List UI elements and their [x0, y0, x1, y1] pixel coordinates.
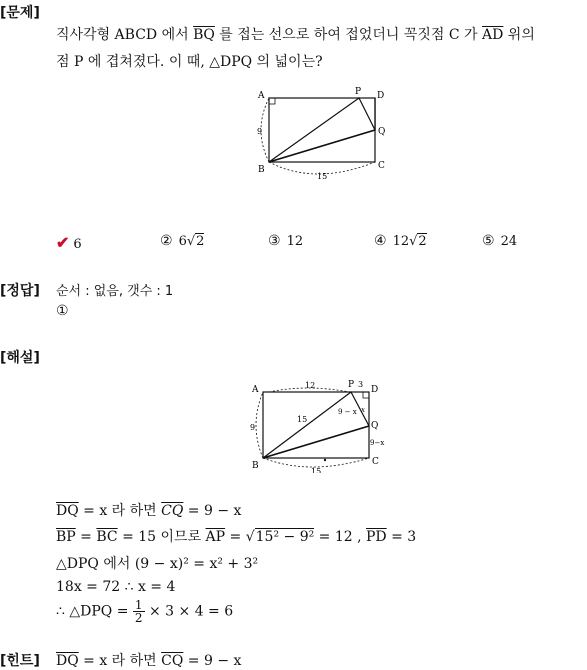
segment-ap: $\overline{AP}$ — [206, 529, 226, 545]
choice-root: 2 — [195, 233, 204, 249]
segment-bq: $\overline{BQ}$ — [193, 27, 215, 43]
choice-value: 24 — [501, 234, 518, 249]
problem-figure — [255, 86, 395, 181]
segment-dq: $\overline{DQ}$ — [56, 653, 79, 669]
label-d: D — [371, 385, 378, 395]
label-fifteen: 15 — [317, 172, 327, 181]
explanation-text: = 15 이므로 — [118, 529, 206, 545]
choice-2[interactable]: ② 6√2 — [160, 233, 204, 249]
hint-text: = x 라 하면 — [79, 653, 161, 669]
explanation-text: = 12 , — [314, 529, 366, 545]
label-twelve: 12 — [305, 381, 315, 390]
label-a: A — [251, 385, 259, 395]
label-p: P — [355, 87, 361, 97]
label-b: B — [258, 165, 265, 175]
explanation-header: [해설] — [0, 347, 40, 367]
choice-number: ② — [160, 233, 173, 249]
hint-header: [힌트] — [0, 650, 40, 670]
hint-line — [56, 650, 241, 670]
explanation-text: = √ — [225, 529, 255, 545]
explanation-line-1 — [56, 500, 241, 520]
explanation-text: ∴ △DPQ = — [56, 604, 133, 620]
label-nine-minus-x: 9 − x — [338, 408, 357, 416]
choice-root: 2 — [417, 233, 426, 249]
problem-text: 를 접는 선으로 하여 접었더니 꼭짓점 C 가 — [215, 27, 482, 43]
explanation-text: = 3 — [387, 529, 417, 545]
label-a: A — [257, 91, 265, 101]
segment-bc: $\overline{BC}$ — [96, 529, 117, 545]
choice-number: ④ — [374, 233, 387, 249]
answer-header: [정답] — [0, 280, 40, 300]
sqrt-radicand: 15² − 9² — [255, 528, 315, 545]
choice-4[interactable]: ④ 12√2 — [374, 233, 427, 249]
explanation-text: = x 라 하면 — [79, 503, 161, 519]
label-c: C — [378, 161, 385, 171]
fraction-numerator: 1 — [133, 599, 145, 612]
rectangle-abcd — [269, 98, 375, 162]
choice-value: 6 — [73, 237, 81, 252]
answer-line-2: ① — [56, 303, 69, 319]
choice-value: 12 — [393, 234, 410, 249]
label-fifteen: 15 — [297, 415, 307, 424]
label-nine: 9 — [257, 127, 262, 136]
choice-value: 6 — [179, 234, 187, 249]
label-p: P — [348, 380, 354, 390]
problem-line-2: 점 P 에 겹쳐졌다. 이 때, △DPQ 의 넓이는? — [56, 51, 323, 71]
choice-number: ③ — [268, 233, 281, 249]
segment-cq: $\overline{CQ}$ — [161, 653, 183, 669]
explanation-line-3: △DPQ 에서 (9 − x)² = x² + 3² — [56, 553, 258, 573]
fraction-denominator: 2 — [133, 612, 145, 624]
explanation-line-4: 18x = 72 ∴ x = 4 — [56, 579, 175, 595]
problem-text: 위의 — [503, 27, 535, 43]
explanation-line-5 — [56, 599, 233, 624]
problem-header: [문제] — [0, 2, 40, 22]
segment-ad: $\overline{AD}$ — [482, 27, 503, 43]
label-d: D — [377, 91, 384, 101]
problem-line-1 — [56, 24, 535, 44]
label-c: C — [372, 457, 379, 467]
hint-text: = 9 − x — [183, 653, 241, 669]
label-three: 3 — [358, 380, 363, 389]
fraction-one-half — [133, 599, 145, 624]
explanation-text: = — [76, 529, 97, 545]
problem-text: 직사각형 ABCD 에서 — [56, 27, 193, 43]
choice-3[interactable] — [268, 233, 303, 249]
label-q: Q — [371, 421, 378, 431]
choice-5[interactable] — [482, 233, 517, 249]
segment-bp: $\overline{BP}$ — [56, 529, 76, 545]
explanation-line-2 — [56, 526, 416, 546]
answer-line-1: 순서 : 없음, 갯수 : 1 — [56, 280, 173, 299]
label-nine: 9 — [250, 423, 255, 432]
check-icon: ✔ — [56, 233, 69, 252]
segment-dq: $\overline{DQ}$ — [56, 503, 79, 519]
label-nine-minus-x: 9−x — [370, 439, 384, 447]
choice-number: ⑤ — [482, 233, 495, 249]
explanation-text: × 3 × 4 = 6 — [145, 604, 234, 620]
label-b: B — [252, 461, 259, 471]
folded-triangle-bpq — [269, 98, 375, 162]
label-fifteen: 15 — [311, 467, 321, 473]
segment-pd: $\overline{PD}$ — [366, 529, 387, 545]
explanation-figure — [245, 378, 395, 473]
label-q: Q — [378, 127, 385, 137]
label-x: x — [361, 406, 365, 414]
explanation-text: = 9 − x — [183, 503, 241, 519]
fold-line-bq — [269, 130, 375, 162]
choice-value: 12 — [287, 234, 304, 249]
segment-cq: $\overline{CQ}$ — [161, 503, 183, 519]
choice-1[interactable] — [56, 233, 82, 252]
